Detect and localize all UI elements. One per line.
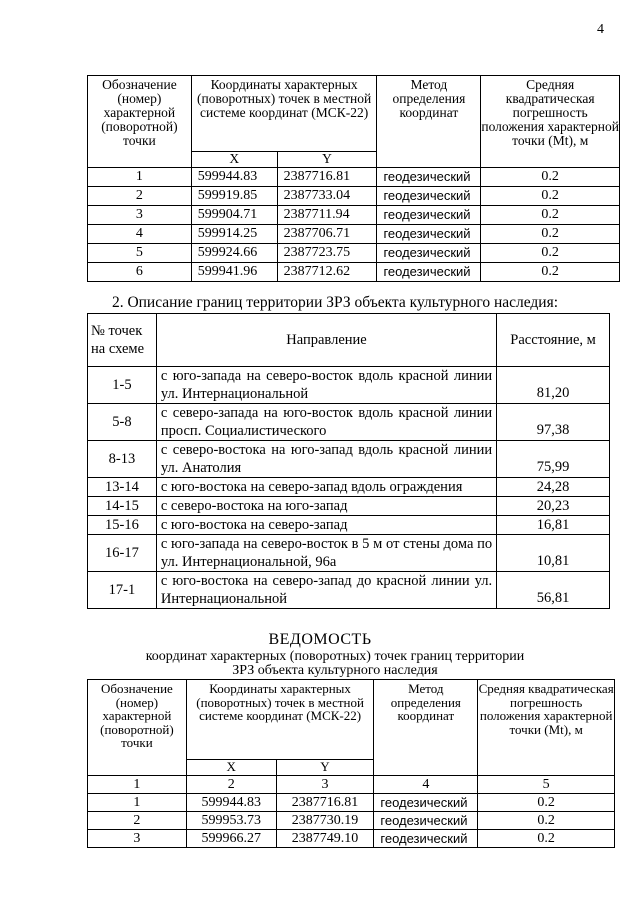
y-coordinate: 2387723.75 bbox=[277, 244, 377, 263]
direction-text: с юго-востока на северо-запад вдоль ограждения bbox=[156, 478, 496, 497]
distance-value: 20,23 bbox=[497, 497, 610, 516]
table-row bbox=[88, 187, 620, 206]
distance-header: Расстояние, м bbox=[497, 314, 610, 367]
table-row bbox=[88, 535, 610, 572]
table-row bbox=[88, 441, 610, 478]
error-value: 0.2 bbox=[481, 263, 620, 282]
error-value: 0.2 bbox=[481, 225, 620, 244]
table-row bbox=[88, 206, 620, 225]
y-coordinate: 2387706.71 bbox=[277, 225, 377, 244]
y-coordinate: 2387712.62 bbox=[277, 263, 377, 282]
points-header: № точек на схеме bbox=[88, 314, 157, 367]
point-number: 6 bbox=[88, 263, 192, 282]
y-header: Y bbox=[276, 760, 374, 776]
point-number: 3 bbox=[88, 206, 192, 225]
column-number: 3 bbox=[276, 776, 374, 794]
x-header: X bbox=[191, 152, 277, 168]
x-coordinate: 599919.85 bbox=[191, 187, 277, 206]
distance-value: 81,20 bbox=[497, 367, 610, 404]
error-value: 0.2 bbox=[478, 812, 615, 830]
x-coordinate: 599924.66 bbox=[191, 244, 277, 263]
y-coordinate: 2387711.94 bbox=[277, 206, 377, 225]
distance-value: 97,38 bbox=[497, 404, 610, 441]
points-range: 1-5 bbox=[88, 367, 157, 404]
y-coordinate: 2387749.10 bbox=[276, 830, 374, 848]
table-row bbox=[88, 572, 610, 609]
x-coordinate: 599941.96 bbox=[191, 263, 277, 282]
x-coordinate: 599953.73 bbox=[186, 812, 276, 830]
method-value: геодезический bbox=[377, 187, 481, 206]
point-number: 2 bbox=[88, 187, 192, 206]
y-coordinate: 2387716.81 bbox=[276, 794, 374, 812]
table-row bbox=[88, 830, 615, 848]
points-range: 17-1 bbox=[88, 572, 157, 609]
y-coordinate: 2387733.04 bbox=[277, 187, 377, 206]
table-row bbox=[88, 478, 610, 497]
points-range: 8-13 bbox=[88, 441, 157, 478]
method-value: геодезический bbox=[377, 244, 481, 263]
direction-text: с юго-запада на северо-восток в 5 м от стены дома по ул. Интернациональной, 96а bbox=[156, 535, 496, 572]
x-coordinate: 599914.25 bbox=[191, 225, 277, 244]
error-value: 0.2 bbox=[481, 244, 620, 263]
table-row bbox=[88, 812, 615, 830]
point-number: 3 bbox=[88, 830, 187, 848]
direction-text: с юго-востока на северо-запад bbox=[156, 516, 496, 535]
points-range: 5-8 bbox=[88, 404, 157, 441]
point-number: 5 bbox=[88, 244, 192, 263]
points-range: 14-15 bbox=[88, 497, 157, 516]
point-number: 1 bbox=[88, 794, 187, 812]
x-coordinate: 599944.83 bbox=[186, 794, 276, 812]
direction-text: с северо-запада на юго-восток вдоль красной линии просп. Социалистического bbox=[156, 404, 496, 441]
method-value: геодезический bbox=[377, 263, 481, 282]
direction-text: с северо-востока на юго-запад вдоль красной линии ул. Анатолия bbox=[156, 441, 496, 478]
table-row bbox=[88, 516, 610, 535]
table-row bbox=[88, 168, 620, 187]
designation-header: Обозначение (номер) характерной (поворотной) точки bbox=[88, 76, 192, 168]
y-coordinate: 2387716.81 bbox=[277, 168, 377, 187]
table-row bbox=[88, 263, 620, 282]
boundary-description-table bbox=[87, 313, 610, 609]
section-2-title: 2. Описание границ территории ЗРЗ объекта культурного наследия: bbox=[111, 294, 559, 311]
coordinates-table-1 bbox=[87, 75, 620, 282]
error-header: Средняя квадратическая погрешность положения характерной точки (Mt), м bbox=[481, 76, 620, 168]
x-coordinate: 599904.71 bbox=[191, 206, 277, 225]
distance-value: 24,28 bbox=[497, 478, 610, 497]
coordinates-table-2 bbox=[87, 679, 615, 848]
table-row bbox=[88, 794, 615, 812]
method-value: геодезический bbox=[374, 812, 478, 830]
points-range: 16-17 bbox=[88, 535, 157, 572]
page-number: 4 bbox=[597, 22, 604, 37]
x-coordinate: 599966.27 bbox=[186, 830, 276, 848]
distance-value: 56,81 bbox=[497, 572, 610, 609]
method-value: геодезический bbox=[377, 206, 481, 225]
vedomost-subtitle-2: ЗРЗ объекта культурного наследия bbox=[232, 663, 438, 678]
coordinates-header: Координаты характерных (поворотных) точек в местной системе координат (МСК-22) bbox=[186, 680, 374, 760]
column-number: 2 bbox=[186, 776, 276, 794]
y-header: Y bbox=[277, 152, 377, 168]
direction-text: с юго-запада на северо-восток вдоль красной линии ул. Интернациональной bbox=[156, 367, 496, 404]
direction-text: с северо-востока на юго-запад bbox=[156, 497, 496, 516]
coordinates-header: Координаты характерных (поворотных) точек в местной системе координат (МСК-22) bbox=[191, 76, 377, 152]
error-value: 0.2 bbox=[481, 206, 620, 225]
table-row bbox=[88, 497, 610, 516]
error-value: 0.2 bbox=[478, 830, 615, 848]
error-header: Средняя квадратическая погрешность положения характерной точки (Mt), м bbox=[478, 680, 615, 776]
method-value: геодезический bbox=[374, 830, 478, 848]
error-value: 0.2 bbox=[481, 187, 620, 206]
x-coordinate: 599944.83 bbox=[191, 168, 277, 187]
direction-header: Направление bbox=[156, 314, 496, 367]
method-value: геодезический bbox=[377, 168, 481, 187]
designation-header: Обозначение (номер) характерной (поворотной) точки bbox=[88, 680, 187, 776]
table-row bbox=[88, 404, 610, 441]
column-number: 1 bbox=[88, 776, 187, 794]
point-number: 1 bbox=[88, 168, 192, 187]
vedomost-subtitle-1: координат характерных (поворотных) точек границ территории bbox=[145, 649, 525, 664]
point-number: 2 bbox=[88, 812, 187, 830]
distance-value: 75,99 bbox=[497, 441, 610, 478]
x-header: X bbox=[186, 760, 276, 776]
table-row bbox=[88, 367, 610, 404]
points-range: 13-14 bbox=[88, 478, 157, 497]
points-range: 15-16 bbox=[88, 516, 157, 535]
point-number: 4 bbox=[88, 225, 192, 244]
distance-value: 16,81 bbox=[497, 516, 610, 535]
distance-value: 10,81 bbox=[497, 535, 610, 572]
column-number: 4 bbox=[374, 776, 478, 794]
method-header: Метод определения координат bbox=[377, 76, 481, 168]
error-value: 0.2 bbox=[481, 168, 620, 187]
y-coordinate: 2387730.19 bbox=[276, 812, 374, 830]
method-value: геодезический bbox=[377, 225, 481, 244]
vedomost-title: ВЕДОМОСТЬ bbox=[268, 631, 372, 648]
method-header: Метод определения координат bbox=[374, 680, 478, 776]
direction-text: с юго-востока на северо-запад до красной линии ул. Интернациональной bbox=[156, 572, 496, 609]
column-number: 5 bbox=[478, 776, 615, 794]
method-value: геодезический bbox=[374, 794, 478, 812]
table-row bbox=[88, 244, 620, 263]
table-row bbox=[88, 225, 620, 244]
error-value: 0.2 bbox=[478, 794, 615, 812]
